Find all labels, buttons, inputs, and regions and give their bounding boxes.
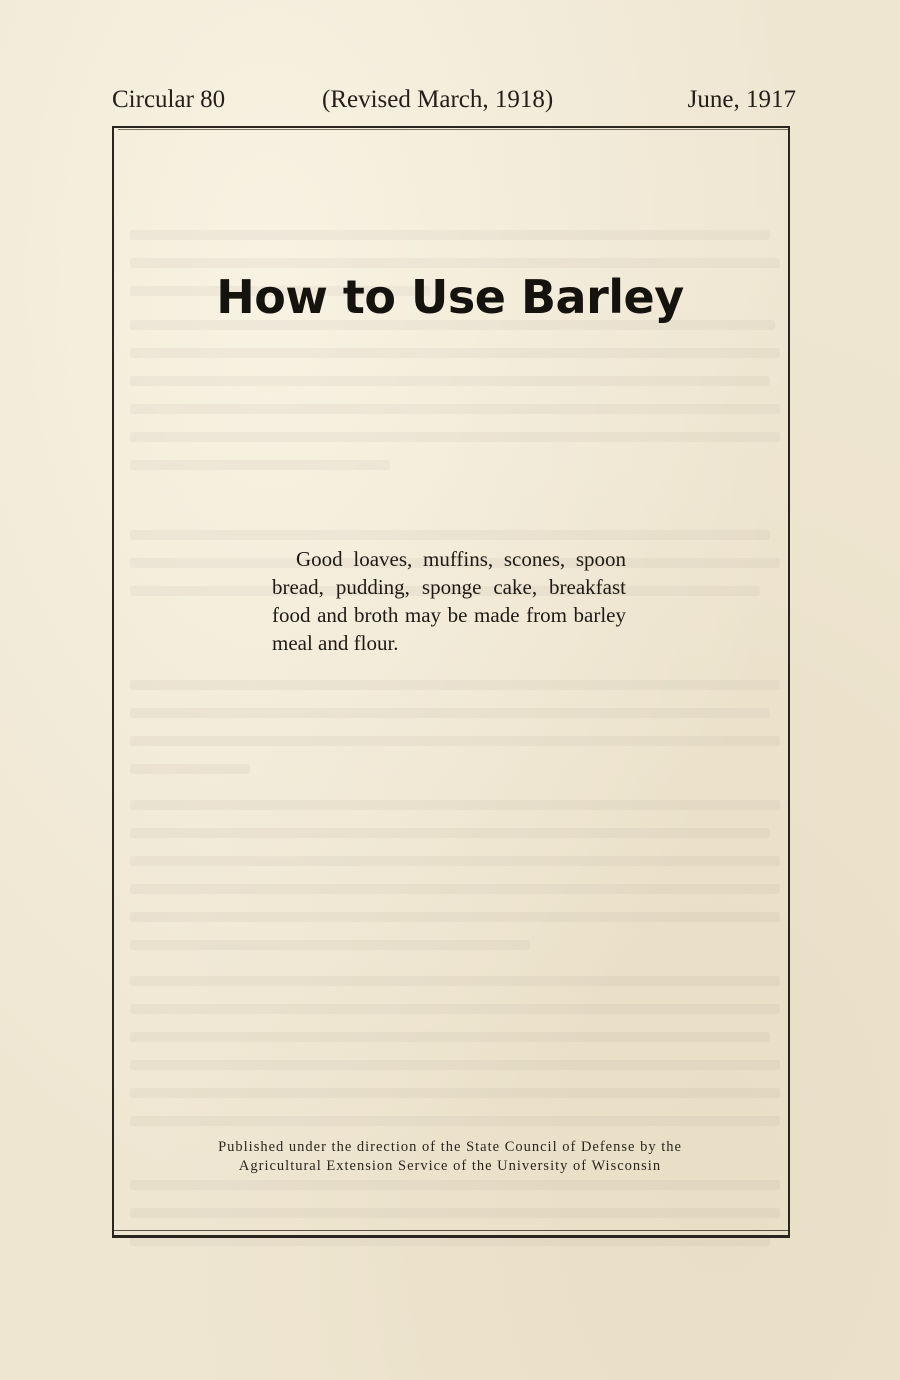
circular-number: Circular 80 bbox=[112, 86, 226, 113]
publication-date: June, 1917 bbox=[687, 86, 796, 113]
intro-paragraph: Good loaves, muffins, scones, spoon bread, pudding, sponge cake, breakfast food and broth may be made from barley meal and flour. bbox=[272, 547, 626, 655]
revision-date: (Revised March, 1918) bbox=[322, 86, 554, 113]
frame-top-inner-rule bbox=[118, 129, 788, 130]
publisher-note-line-1: Published under the direction of the State Council of Defense by the bbox=[218, 1139, 682, 1155]
publisher-note bbox=[130, 1138, 770, 1176]
publisher-note-line-2: Agricultural Extension Service of the University of Wisconsin bbox=[238, 1158, 662, 1174]
page-title: How to Use Barley bbox=[216, 270, 684, 324]
frame-bottom-inner-rule bbox=[114, 1230, 788, 1231]
circular-header bbox=[112, 86, 796, 126]
